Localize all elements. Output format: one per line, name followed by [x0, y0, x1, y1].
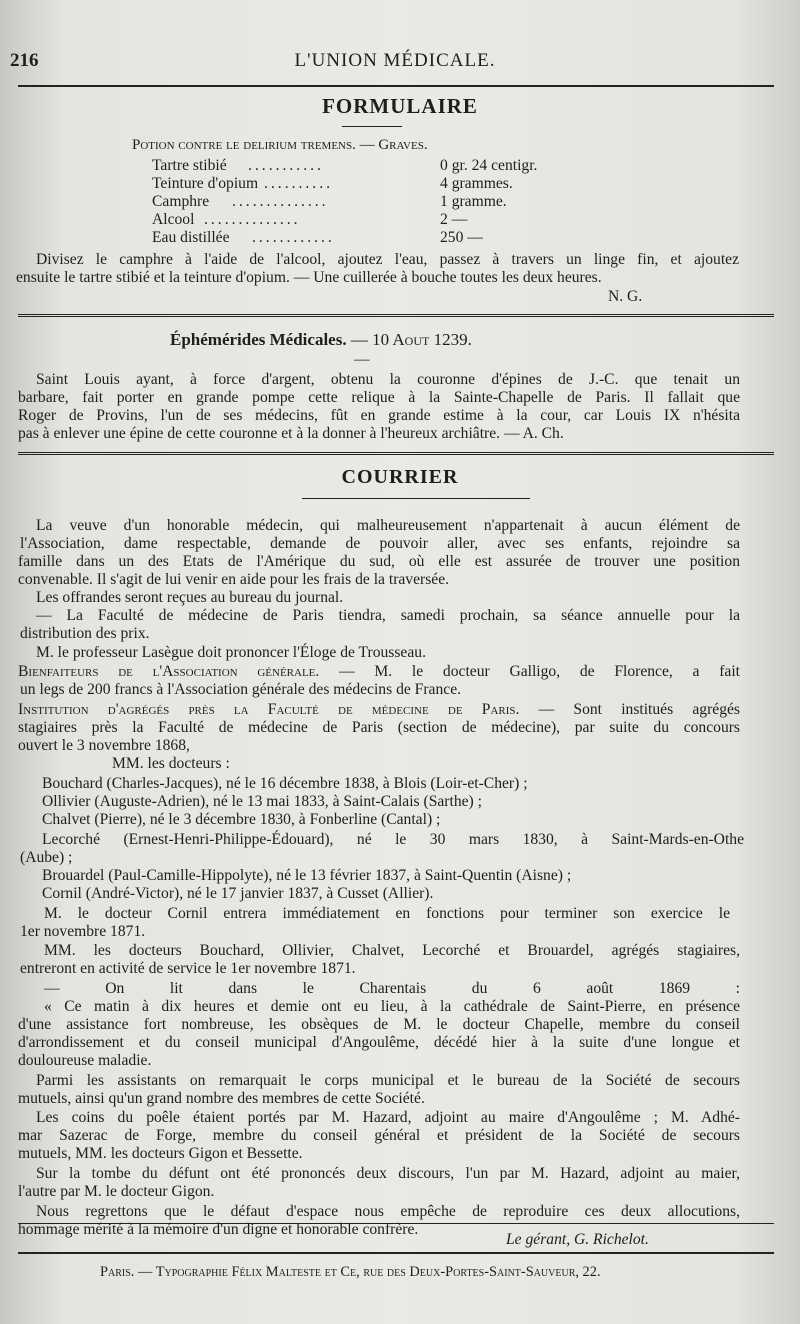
courrier-line: Nous regrettons que le défaut d'espace nous empêche de reproduire ces deux allocutions,	[36, 1203, 740, 1220]
journal-title: L'UNION MÉDICALE.	[294, 50, 496, 71]
ephemerides-date: — 10 Aout 1239.	[350, 330, 472, 349]
courrier-line: Chalvet (Pierre), né le 3 décembre 1830, à Fonberline (Cantal) ;	[42, 811, 441, 828]
section-rule	[18, 452, 774, 457]
courrier-line: douloureuse maladie.	[18, 1052, 152, 1069]
courrier-line: Sur la tombe du défunt ont été prononcés deux discours, l'un par M. Hazard, adjoint au maier,	[36, 1165, 740, 1182]
courrier-line: d'arrondissement et du conseil municipal d'Angoulême, décédé hier à la suite d'une longue et	[18, 1034, 740, 1051]
signature: Le gérant, G. Richelot.	[506, 1231, 649, 1248]
footer-rule	[18, 1223, 774, 1224]
courrier-line: l'autre par M. le docteur Gigon.	[18, 1183, 215, 1200]
ingredient-quantity: 250 —	[440, 229, 483, 246]
courrier-line: d'une assistance fort nombreuse, les obsèques de M. le docteur Chapelle, membre du conseil	[18, 1016, 740, 1033]
formulaire-underline	[342, 126, 402, 127]
imprint: Paris. — Typographie Félix Malteste et Ce, rue des Deux-Portes-Saint-Sauveur, 22.	[100, 1264, 601, 1280]
courrier-line: 1er novembre 1871.	[20, 923, 146, 940]
courrier-line: stagiaires près la Faculté de médecine de Paris (section de médecine), par suite du concours	[18, 719, 740, 736]
courrier-line: entreront en activité de service le 1er novembre 1871.	[20, 960, 356, 977]
courrier-line: MM. les docteurs :	[112, 755, 230, 772]
formulaire-instructions-1: Divisez le camphre à l'aide de l'alcool, ajoutez l'eau, passez à travers un linge fin, et ajoutez	[36, 251, 739, 268]
courrier-line: mutuels, ainsi qu'un grand nombre des membres de cette Société.	[18, 1090, 425, 1107]
ingredient-leader-dots: ..............	[204, 211, 301, 228]
courrier-line: mutuels, MM. les docteurs Gigon et Bessette.	[18, 1145, 303, 1162]
ingredient-quantity: 4 grammes.	[440, 175, 513, 192]
courrier-title: COURRIER	[341, 466, 459, 488]
ingredient-leader-dots: ..........	[264, 175, 333, 192]
courrier-line: — La Faculté de médecine de Paris tiendra, samedi prochain, sa séance annuelle pour la	[36, 607, 740, 624]
ephemerides-heading	[170, 330, 472, 349]
header-rule	[18, 85, 774, 87]
courrier-line: M. le docteur Cornil entrera immédiatement en fonctions pour terminer son exercice le	[44, 905, 730, 922]
ephemerides-line: pas à enlever une épine de cette couronne et à la donner à l'heureux archiâtre. — A. Ch.	[18, 425, 564, 442]
courrier-line: famille dans un des Etats de l'Amérique du sud, où elle est assurée de trouver une position	[18, 553, 740, 570]
courrier-line: un legs de 200 francs à l'Association générale des médecins de France.	[20, 681, 462, 698]
courrier-line: Parmi les assistants on remarquait le corps municipal et le bureau de la Société de secours	[36, 1072, 740, 1089]
ingredient-quantity: 1 gramme.	[440, 193, 507, 210]
ephemerides-line: Saint Louis ayant, à force d'argent, obtenu la couronne d'épines de J.-C. que tenait un	[36, 371, 740, 388]
courrier-line: La veuve d'un honorable médecin, qui malheureusement n'appartenait à aucun élément de	[36, 517, 740, 534]
ephemerides-line: Roger de Provins, l'un de ses médecins, fût en grande estime à la cour, car Louis IX n'hésita	[18, 407, 740, 424]
ingredient-quantity: 0 gr. 24 centigr.	[440, 157, 538, 174]
ingredient-leader-dots: ..............	[232, 193, 329, 210]
formulaire-title: FORMULAIRE	[322, 94, 478, 118]
courrier-line: Cornil (André-Victor), né le 17 janvier 1837, à Cusset (Allier).	[42, 885, 434, 902]
courrier-line: mar Sazerac de Forge, membre du conseil général et président de la Société de secours	[18, 1127, 740, 1144]
courrier-line: Bouchard (Charles-Jacques), né le 16 décembre 1838, à Blois (Loir-et-Cher) ;	[42, 775, 528, 792]
courrier-line: ouvert le 3 novembre 1868,	[18, 737, 190, 754]
courrier-line: Ollivier (Auguste-Adrien), né le 13 mai 1833, à Saint-Calais (Sarthe) ;	[42, 793, 482, 810]
ingredient-name: Camphre	[152, 193, 210, 210]
page-number: 216	[10, 50, 39, 71]
ephemerides-dash: —	[354, 351, 370, 368]
ingredient-quantity: 2 —	[440, 211, 468, 228]
courrier-line: — On lit dans le Charentais du 6 août 1869 :	[44, 980, 740, 997]
courrier-line: convenable. Il s'agit de lui venir en aide pour les frais de la traversée.	[18, 571, 450, 588]
potion-title: Potion contre le delirium tremens. — Graves.	[132, 137, 428, 153]
courrier-line: hommage mérité à la mémoire d'un digne et honorable confrère.	[18, 1221, 419, 1238]
courrier-line: distribution des prix.	[20, 625, 150, 642]
courrier-line: Les coins du poêle étaient portés par M. Hazard, adjoint au maire d'Angoulême ; M. Adhé-	[36, 1109, 740, 1126]
courrier-line: (Aube) ;	[20, 849, 73, 866]
courrier-line: Brouardel (Paul-Camille-Hippolyte), né le 13 février 1837, à Saint-Quentin (Aisne) ;	[42, 867, 572, 884]
formulaire-initials: N. G.	[608, 288, 643, 305]
courrier-line: MM. les docteurs Bouchard, Ollivier, Chalvet, Lecorché et Brouardel, agrégés stagiaires,	[44, 942, 740, 959]
section-rule	[18, 314, 774, 319]
courrier-underline	[302, 498, 530, 499]
courrier-line: Bienfaiteurs de l'Association générale. — M. le docteur Galligo, de Florence, a fait	[18, 663, 740, 680]
ingredient-leader-dots: ...........	[248, 157, 324, 174]
ephemerides-line: barbare, fait porter en grande pompe cette relique à la Sainte-Chapelle de Paris. Il fallait que	[18, 389, 740, 406]
courrier-line: Institution d'agrégés près la Faculté de médecine de Paris. — Sont institués agrégés	[18, 701, 740, 718]
courrier-line: « Ce matin à dix heures et demie ont eu lieu, à la cathédrale de Saint-Pierre, en présence	[44, 998, 740, 1015]
footer-rule	[18, 1252, 774, 1254]
ephemerides-title: Éphémérides Médicales.	[170, 330, 347, 349]
ingredient-name: Eau distillée	[152, 229, 230, 246]
ingredient-name: Teinture d'opium	[152, 175, 259, 192]
courrier-line: Les offrandes seront reçues au bureau du journal.	[36, 589, 344, 606]
ingredient-name: Tartre stibié	[152, 157, 227, 174]
courrier-line: M. le professeur Lasègue doit prononcer l'Éloge de Trousseau.	[36, 644, 426, 661]
page-header	[10, 50, 780, 74]
ingredient-name: Alcool	[152, 211, 195, 228]
courrier-line: Lecorché (Ernest-Henri-Philippe-Édouard), né le 30 mars 1830, à Saint-Mards-en-Othe	[42, 831, 744, 848]
courrier-line: l'Association, dame respectable, demande de pouvoir aller, avec ses enfants, rejoindre sa	[20, 535, 740, 552]
formulaire-instructions-2: ensuite le tartre stibié et la teinture d'opium. — Une cuillerée à bouche toutes les deux heures.	[16, 269, 602, 286]
ingredient-leader-dots: ............	[252, 229, 335, 246]
